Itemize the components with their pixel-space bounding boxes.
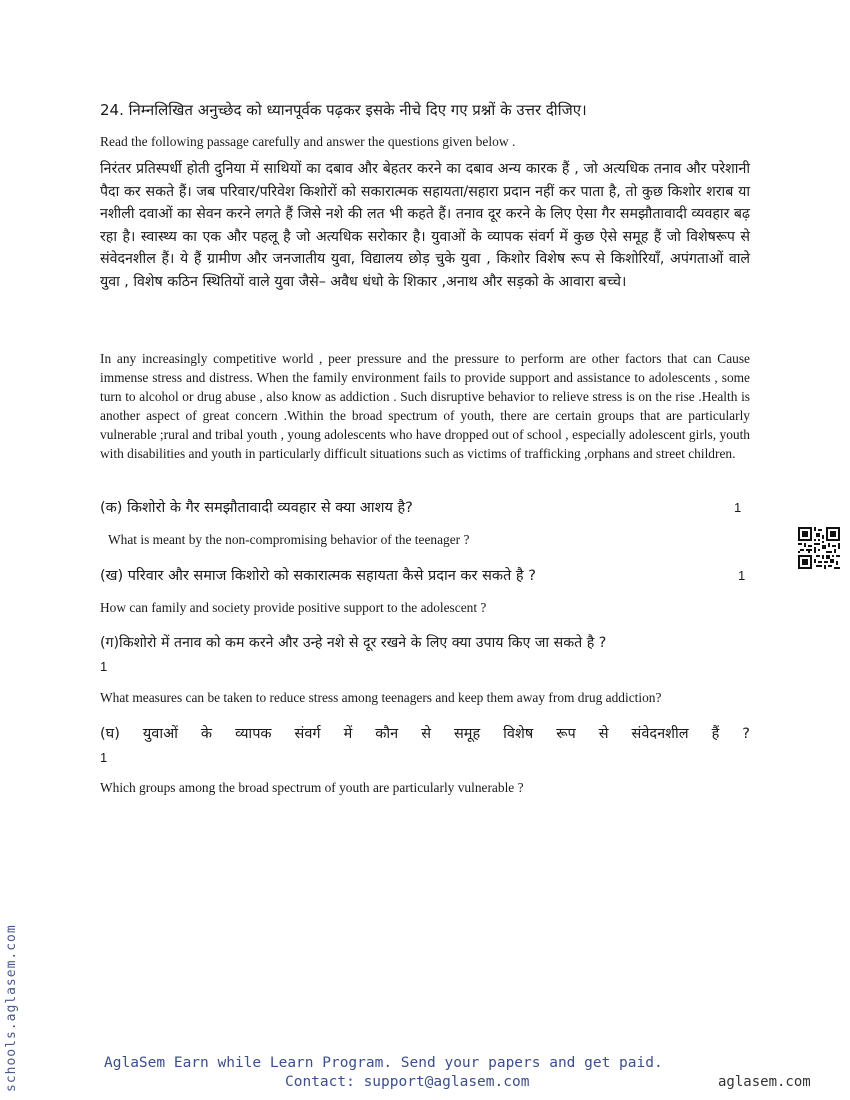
- subquestion-d-marks: 1: [100, 750, 108, 765]
- subquestion-d-hindi: (घ) युवाओं के व्यापक संवर्ग में कौन से समूह विशेष रूप से संवेदनशील हैं ?: [100, 726, 750, 742]
- question-instruction: Read the following passage carefully and answer the questions given below .: [100, 134, 516, 149]
- footer-site-link[interactable]: aglasem.com: [718, 1074, 811, 1090]
- question-title: 24. निम्नलिखित अनुच्छेद को ध्यानपूर्वक पढ़कर इसके नीचे दिए गए प्रश्नों के उत्तर दीजिए।: [100, 101, 587, 119]
- subquestion-c-english: What measures can be taken to reduce stress among teenagers and keep them away from drug addiction?: [100, 690, 662, 705]
- footer-contact-text: Contact: support@aglasem.com: [285, 1074, 530, 1090]
- subquestion-d-english: Which groups among the broad spectrum of youth are particularly vulnerable ?: [100, 780, 524, 795]
- subquestion-b-marks: 1: [738, 568, 746, 583]
- subquestion-a-english: What is meant by the non-compromising behavior of the teenager ?: [108, 532, 470, 547]
- subquestion-b-hindi: (ख) परिवार और समाज किशोरो को सकारात्मक सहायता कैसे प्रदान कर सकते है ?: [100, 568, 536, 584]
- subquestion-b-english: How can family and society provide positive support to the adolescent ?: [100, 600, 487, 615]
- hindi-passage: निरंतर प्रतिस्पर्धी होती दुनिया में साथियों का दबाव और बेहतर करने का दबाव अन्य कारक हैं , जो अत्यधिक तनाव और परेशानी पैदा कर सकते हैं। जब परिवार/परिवेश किशोरों को सकारात्मक सहायता/सहारा प्रदान नहीं कर पाता है, तो कुछ किशोर शराब या नशीली दवाओं का सेवन करने लगते हैं जिसे नशे की लत भी कहते हैं। तनाव दूर करने के लिए ऐसा गैर समझौतावादी व्यवहार बढ़ रहा है। स्वास्थ्य का एक और पहलू है जो अत्यधिक सरोकार है। युवाओं के व्यापक संवर्ग में कुछ ऐसे समूह हैं जो विशेषरूप से संवेदनशील हैं। ये हैं ग्रामीण और जनजातीय युवा, विद्यालय छोड़ चुके युवा , किशोर विशेष रूप से किशोरियॉं, अपंगताओं वाले युवा , विशेष कठिन स्थितियों वाले युवा जैसे– अवैध धंधो के शिकार ,अनाथ और सड़को के आवारा बच्चे।: [100, 161, 750, 290]
- subquestion-a-hindi: (क) किशोरो के गैर समझौतावादी व्यवहार से क्या आशय है?: [100, 500, 413, 516]
- subquestion-c-marks: 1: [100, 659, 108, 674]
- subquestion-a-marks: 1: [734, 500, 742, 515]
- english-passage: In any increasingly competitive world , peer pressure and the pressure to perform are other factors that can Cause immense stress and distress. When the family environment fails to provide support and assistance to adolescents , some turn to alcohol or drug abuse , also know as addiction . Such disruptive behavior to relieve stress is on the rise .Health is another aspect of great concern .Within the broad spectrum of youth, there are certain groups that are particularly vulnerable ;rural and tribal youth , young adolescents who have dropped out of school , especially adolescent girls, youth with disabilities and youth in particularly difficult situations such as victims of trafficking ,orphans and street children.: [100, 351, 750, 461]
- side-url-watermark: schools.aglasem.com: [4, 924, 19, 1092]
- subquestion-c-hindi: (ग)किशोरो में तनाव को कम करने और उन्हे नशे से दूर रखने के लिए क्या उपाय किए जा सकते है ?: [100, 635, 607, 651]
- footer-program-text: AglaSem Earn while Learn Program. Send your papers and get paid.: [104, 1055, 663, 1071]
- qr-code-icon: [798, 527, 840, 569]
